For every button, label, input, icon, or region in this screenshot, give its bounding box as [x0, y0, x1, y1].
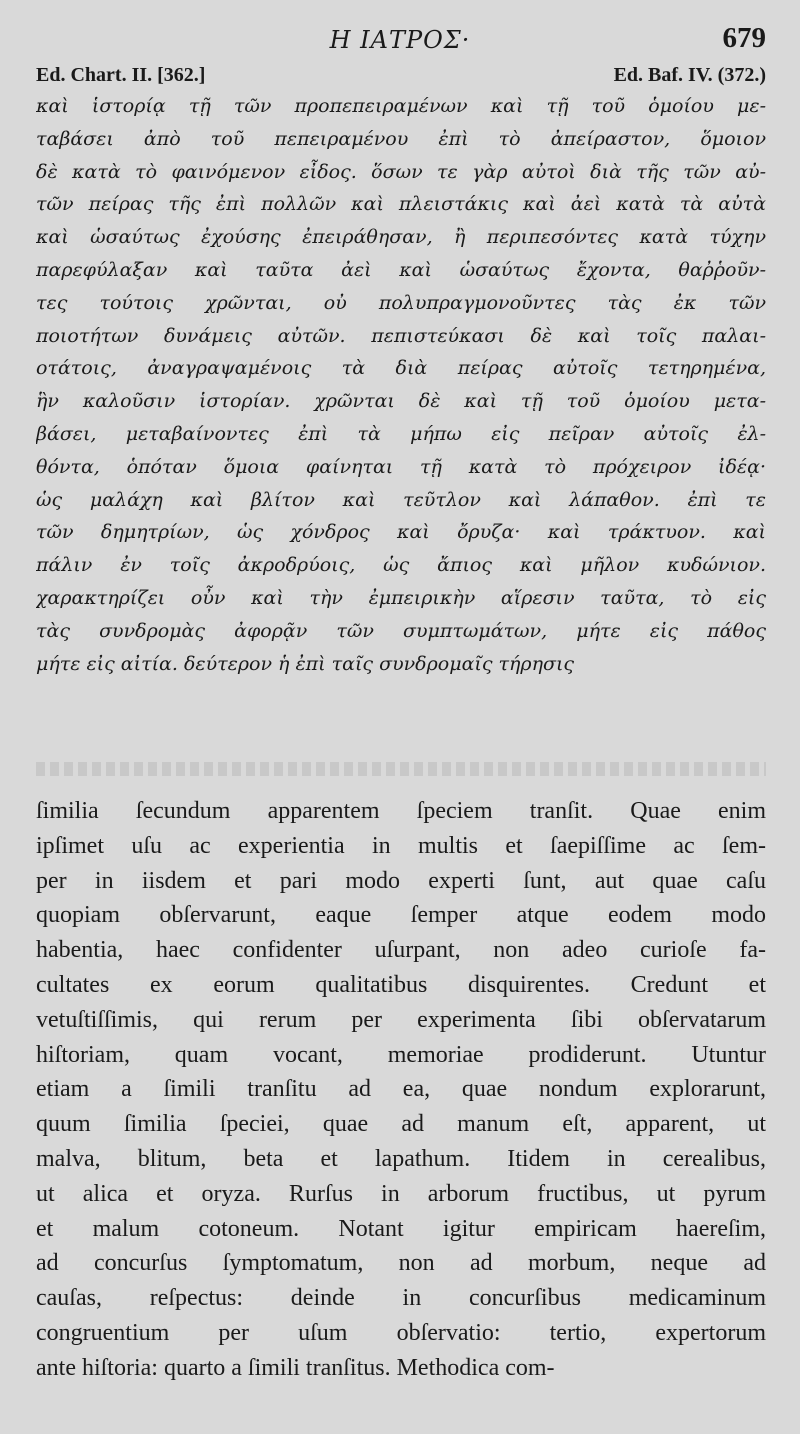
greek-text-line: καὶ ἱστορίᾳ τῇ τῶν προπεπειραμένων καὶ τῇ τοῦ ὁμοίου με-	[36, 95, 766, 117]
greek-text-line: βάσει, μεταβαίνοντες ἐπὶ τὰ μήπω εἰς πεῖραν αὐτοῖς ἐλ-	[36, 422, 766, 445]
latin-text-line: malva, blitum, beta et lapathum. Itidem in cerealibus,	[36, 1145, 766, 1172]
latin-text-line: ſimilia ſecundum apparentem ſpeciem tranſit. Quae enim	[36, 798, 766, 824]
greek-text-line: ταβάσει ἀπὸ τοῦ πεπειραμένου ἐπὶ τὸ ἀπείραστον, ὅμοιον	[36, 127, 766, 150]
running-head	[0, 22, 800, 58]
greek-text-line: μήτε εἰς αἰτία. δεύτερον ἡ ἐπὶ ταῖς συνδρομαῖς τήρησις	[36, 652, 575, 675]
greek-text-line: τῶν πείρας τῆς ἐπὶ πολλῶν καὶ πλειστάκις καὶ ἀεὶ κατὰ τὰ αὐτὰ	[36, 193, 766, 216]
latin-text-line: habentia, haec confidenter uſurpant, non adeo curioſe fa-	[36, 937, 766, 964]
latin-text-line: cultates ex eorum qualitatibus disquirentes. Credunt et	[36, 971, 766, 998]
show-through-text	[36, 758, 766, 780]
latin-text-line: quum ſimilia ſpeciei, quae ad manum eſt, apparent, ut	[36, 1111, 766, 1138]
latin-text-line: ad concurſus ſymptomatum, non ad morbum, neque ad	[36, 1250, 766, 1277]
latin-text-block	[36, 794, 766, 1386]
greek-text-line: ἣν καλοῦσιν ἱστορίαν. χρῶνται δὲ καὶ τῇ τοῦ ὁμοίου μετα-	[36, 390, 766, 413]
page-number: 679	[722, 22, 766, 54]
greek-text-line: πάλιν ἐν τοῖς ἀκροδρύοις, ὡς ἄπιος καὶ μῆλον κυδώνιον.	[36, 554, 766, 577]
greek-text-line: τῶν δημητρίων, ὡς χόνδρος καὶ ὄρυζα· καὶ τράκτυον. καὶ	[36, 521, 766, 544]
edition-ref-chart: Ed. Chart. II. [362.]	[36, 64, 206, 86]
latin-text-line: ut alica et oryza. Rurſus in arborum fructibus, ut pyrum	[36, 1180, 766, 1207]
latin-text-line: hiſtoriam, quam vocant, memoriae prodiderunt. Utuntur	[36, 1041, 766, 1068]
running-title: Η ΙΑΤΡΟΣ·	[329, 26, 471, 54]
greek-text-line: οτάτοις, ἀναγραψαμένοις τὰ διὰ πείρας αὐτοῖς τετηρημένα,	[36, 357, 766, 380]
latin-text-line: cauſas, reſpectus: deinde in concurſibus medicaminum	[36, 1285, 766, 1312]
latin-text-line: ante hiſtoria: quarto a ſimili tranſitus. Methodica com-	[36, 1354, 555, 1381]
latin-text-line: congruentium per uſum obſervatio: tertio, expertorum	[36, 1319, 766, 1346]
edition-references	[36, 64, 766, 92]
greek-text-line: χαρακτηρίζει οὖν καὶ τὴν ἐμπειρικὴν αἵρεσιν ταῦτα, τὸ εἰς	[36, 586, 766, 609]
greek-text-line: τὰς συνδρομὰς ἀφορᾷν τῶν συμπτωμάτων, μήτε εἰς πάθος	[36, 619, 766, 642]
greek-text-line: τες τούτοις χρῶνται, οὐ πολυπραγμονοῦντες τὰς ἐκ τῶν	[36, 291, 766, 314]
greek-text-line: καὶ ὡσαύτως ἐχούσης ἐπειράθησαν, ἢ περιπεσόντες κατὰ τύχην	[36, 226, 766, 249]
edition-ref-basel: Ed. Baf. IV. (372.)	[613, 64, 766, 86]
greek-text-line: ὡς μαλάχη καὶ βλίτον καὶ τεῦτλον καὶ λάπαθον. ἐπὶ τε	[36, 488, 766, 511]
latin-text-line: et malum cotoneum. Notant igitur empiricam haereſim,	[36, 1215, 766, 1242]
latin-text-line: quopiam obſervarunt, eaque ſemper atque eodem modo	[36, 902, 766, 929]
latin-text-line: vetuſtiſſimis, qui rerum per experimenta ſibi obſervatarum	[36, 1006, 766, 1033]
greek-text-line: θόντα, ὁπόταν ὅμοια φαίνηται τῇ κατὰ τὸ πρόχειρον ἰδέᾳ·	[36, 455, 766, 478]
greek-text-line: δὲ κατὰ τὸ φαινόμενον εἶδος. ὅσων τε γὰρ αὐτοὶ διὰ τῆς τῶν αὐ-	[36, 160, 766, 183]
greek-text-block	[36, 90, 766, 680]
latin-text-line: etiam a ſimili tranſitu ad ea, quae nondum explorarunt,	[36, 1076, 766, 1103]
greek-text-line: παρεφύλαξαν καὶ ταῦτα ἀεὶ καὶ ὡσαύτως ἔχοντα, θαῤῥοῦν-	[36, 258, 766, 281]
latin-text-line: per in iisdem et pari modo experti ſunt, aut quae caſu	[36, 867, 766, 894]
greek-text-line: ποιοτήτων δυνάμεις αὐτῶν. πεπιστεύκασι δὲ καὶ τοῖς παλαι-	[36, 324, 766, 347]
latin-text-line: ipſimet uſu ac experientia in multis et ſaepiſſime ac ſem-	[36, 832, 766, 859]
